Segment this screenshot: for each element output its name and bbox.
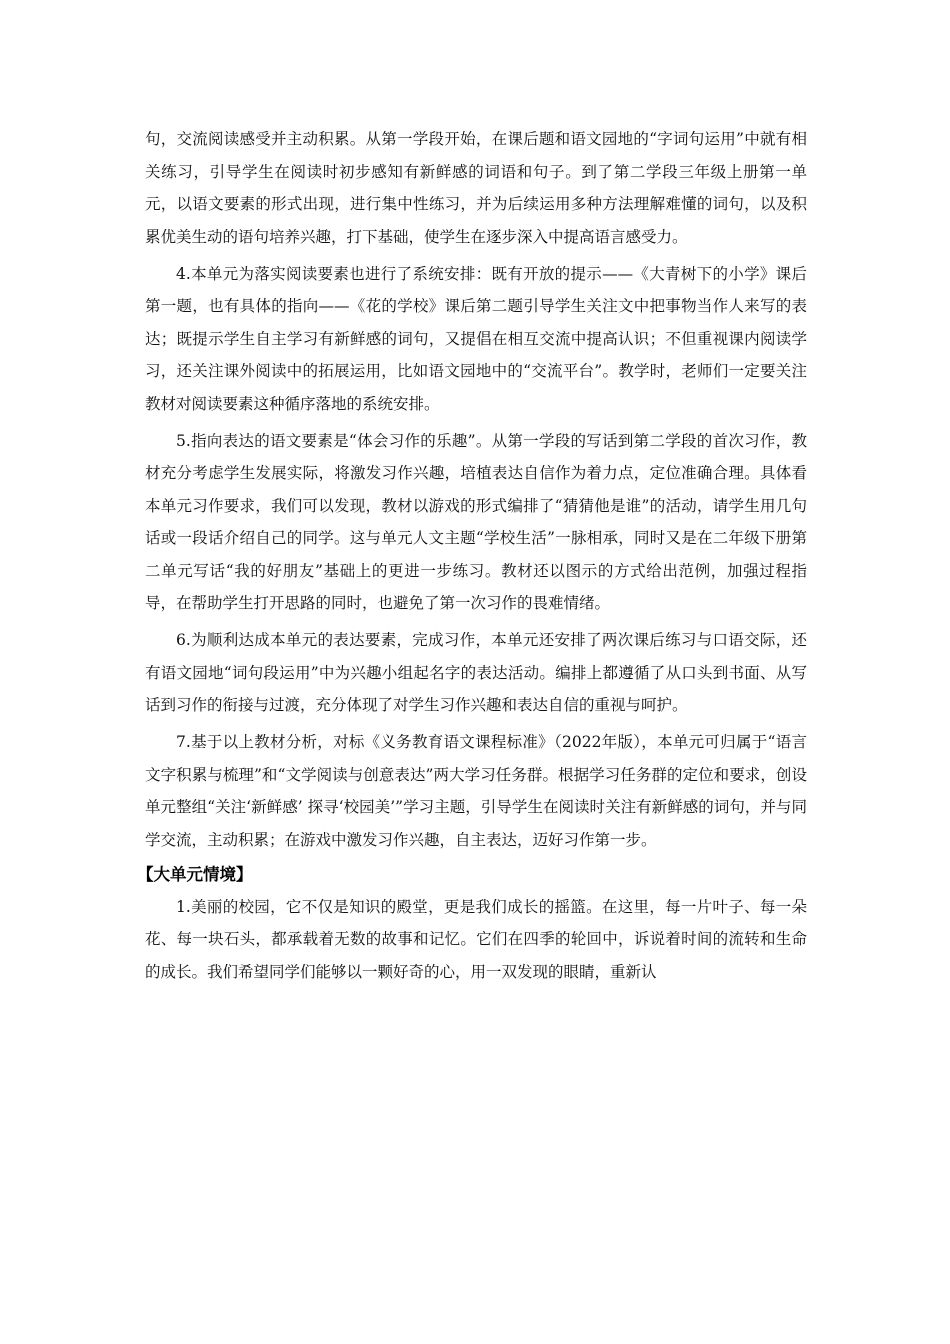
paragraph-item-7: 7.基于以上教材分析，对标《义务教育语文课程标准》（2022年版），本单元可归属于“语言文字积累与梳理”和“文学阅读与创意表达”两大学习任务群。根据学习任务群的定位和要求，创设单元整组“关注‘新鲜感’ 探寻‘校园美’”学习主题，引导学生在阅读时关注有新鲜感的词句，并与同学交流，主动积累；在游戏中激发习作兴趣，自主表达，迈好习作第一步。 [145,733,807,849]
paragraph-continuation: 句，交流阅读感受并主动积累。从第一学段开始，在课后题和语文园地的“字词句运用”中就有相关练习，引导学生在阅读时初步感知有新鲜感的词语和句子。到了第二学段三年级上册第一单元，以语文要素的形式出现，进行集中性练习，并为后续运用多种方法理解难懂的词句，以及积累优美生动的语句培养兴趣，打下基础，使学生在逐步深入中提高语言感受力。 [145,130,807,246]
paragraph-item-6: 6.为顺利达成本单元的表达要素，完成习作，本单元还安排了两次课后练习与口语交际，还有语文园地“词句段运用”中为兴趣小组起名字的表达活动。编排上都遵循了从口头到书面、从写话到习作的衔接与过渡，充分体现了对学生习作兴趣和表达自信的重视与呵护。 [145,631,807,714]
paragraph-item-5: 5.指向表达的语文要素是“体会习作的乐趣”。从第一学段的写话到第二学段的首次习作，教材充分考虑学生发展实际，将激发习作兴趣，培植表达自信作为着力点，定位准确合理。具体看本单元习作要求，我们可以发现，教材以游戏的形式编排了“猜猜他是谁”的活动，请学生用几句话或一段话介绍自己的同学。这与单元人文主题“学校生活”一脉相承，同时又是在二年级下册第二单元写话“我的好朋友”基础上的更进一步练习。教材还以图示的方式给出范例，加强过程指导，在帮助学生打开思路的同时，也避免了第一次习作的畏难情绪。 [145,431,807,612]
document-page [137,123,807,993]
section-heading: 【大单元情境】 [137,864,253,884]
paragraph-situation-1: 1.美丽的校园，它不仅是知识的殿堂，更是我们成长的摇篮。在这里，每一片叶子、每一朵花、每一块石头，都承载着无数的故事和记忆。它们在四季的轮回中，诉说着时间的流转和生命的成长。我们希望同学们能够以一颗好奇的心，用一双发现的眼睛，重新认 [145,897,807,981]
paragraph-item-4: 4.本单元为落实阅读要素也进行了系统安排：既有开放的提示——《大青树下的小学》课后第一题，也有具体的指向——《花的学校》课后第二题引导学生关注文中把事物当作人来写的表达；既提示学生自主学习有新鲜感的词句，又提倡在相互交流中提高认识；不但重视课内阅读学习，还关注课外阅读中的拓展运用，比如语文园地中的“交流平台”。教学时，老师们一定要关注教材对阅读要素这种循序落地的系统安排。 [145,264,807,413]
